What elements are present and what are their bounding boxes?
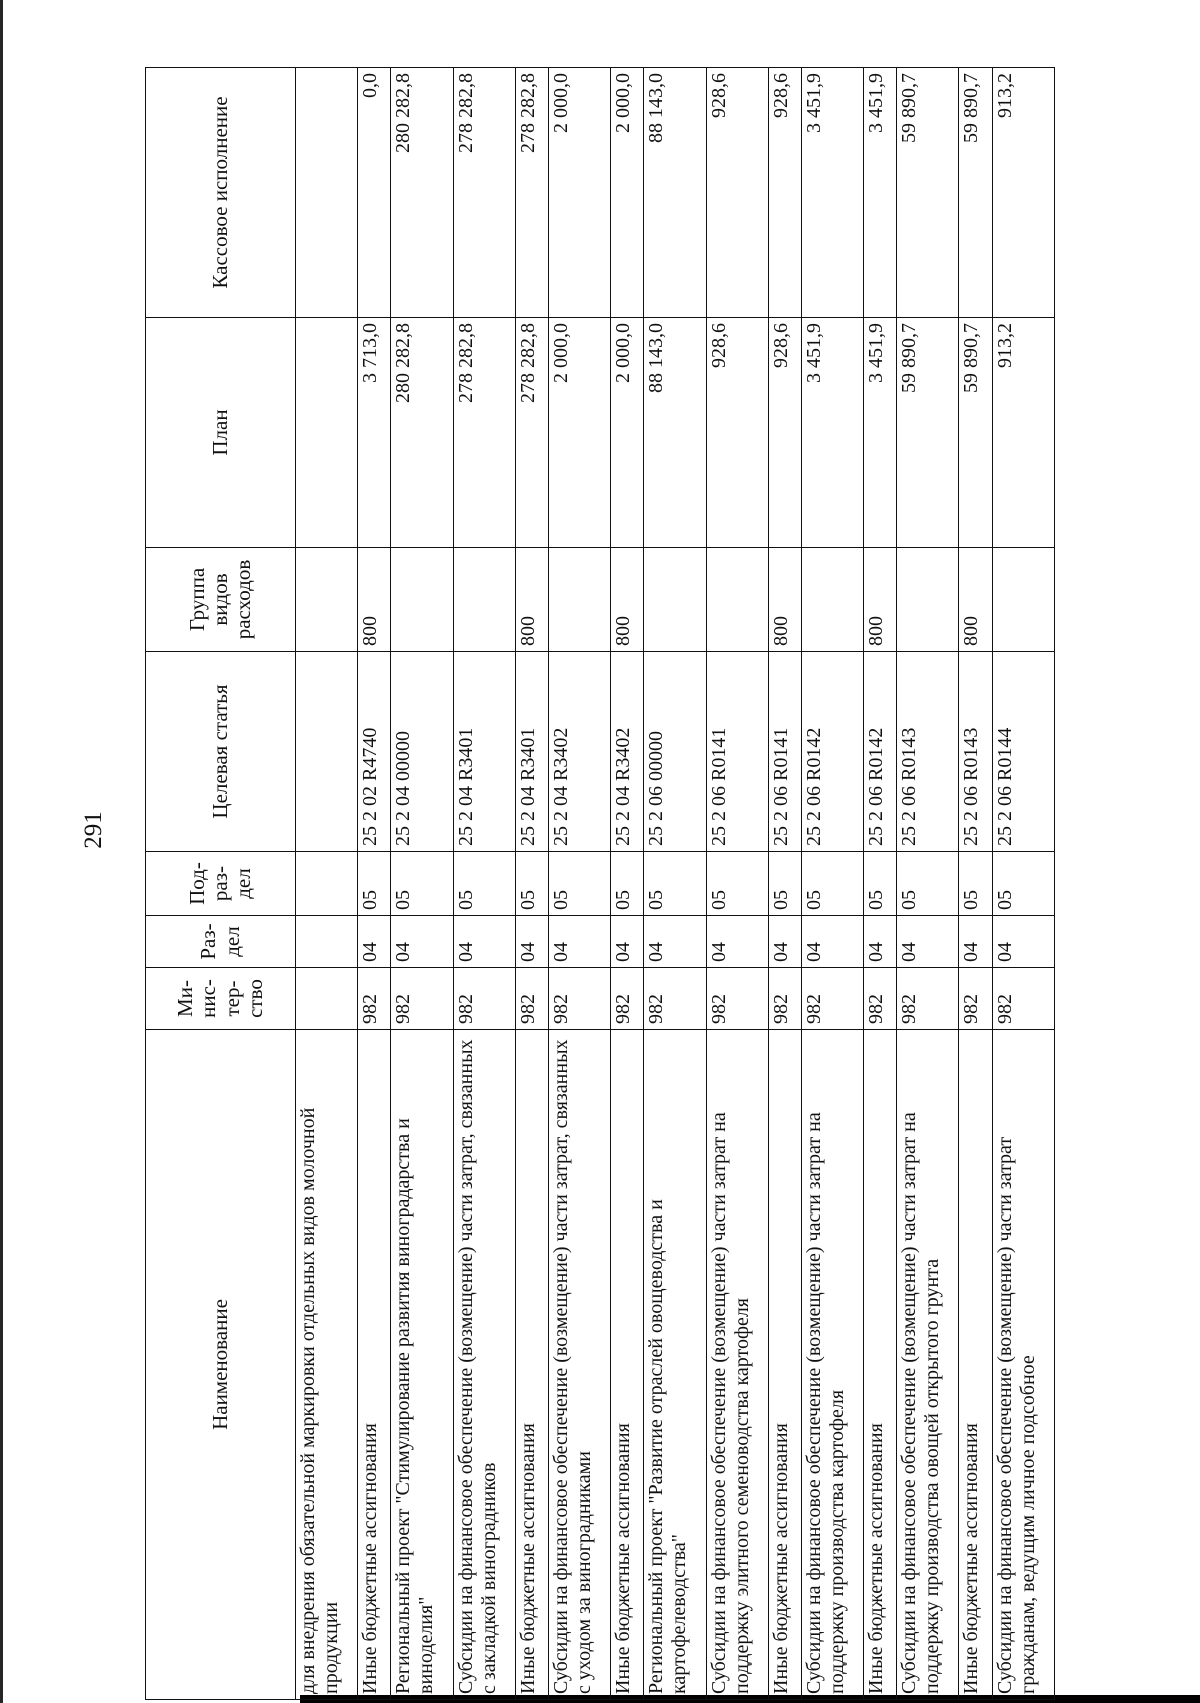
cell-group [897,548,959,652]
table-row [358,68,391,1700]
cell-subsection: 05 [992,852,1054,916]
cell-subsection: 05 [391,852,453,916]
cell-group [548,548,610,652]
cell-section: 04 [768,916,801,968]
cell-group [801,548,863,652]
cell-name: Субсидии на финансовое обеспечение (возмещение) части затрат на поддержку производства овощей открытого грунта [897,1030,959,1700]
cell-group: 800 [959,548,992,652]
table-header [146,68,296,1700]
cell-target: 25 2 04 R3402 [548,652,610,852]
table-row [644,68,706,1700]
cell-execution: 2 000,0 [611,68,644,318]
table-row [706,68,768,1700]
cell-execution: 928,6 [706,68,768,318]
table-row [768,68,801,1700]
cell-name: Иные бюджетные ассигнования [611,1030,644,1700]
table-body [296,68,1055,1700]
cell-ministry: 982 [644,968,706,1030]
cell-target: 25 2 04 R3401 [453,652,515,852]
cell-section: 04 [644,916,706,968]
cell-plan: 913,2 [992,318,1054,548]
cell-plan: 88 143,0 [644,318,706,548]
header-target: Целевая статья [146,652,296,852]
cell-subsection: 05 [801,852,863,916]
cell-section: 04 [992,916,1054,968]
cell-subsection: 05 [864,852,897,916]
cell-execution: 88 143,0 [644,68,706,318]
cell-section: 04 [706,916,768,968]
cell-execution: 928,6 [768,68,801,318]
cell-subsection: 05 [706,852,768,916]
cell-name: Субсидии на финансовое обеспечение (возмещение) части затрат на поддержку элитного семеноводства картофеля [706,1030,768,1700]
cell-ministry [296,968,358,1030]
cell-target: 25 2 06 R0141 [706,652,768,852]
cell-ministry: 982 [897,968,959,1030]
cell-section: 04 [548,916,610,968]
cell-group: 800 [768,548,801,652]
cell-plan: 59 890,7 [959,318,992,548]
cell-plan: 2 000,0 [548,318,610,548]
cell-name: Субсидии на финансовое обеспечение (возмещение) части затрат на поддержку производства картофеля [801,1030,863,1700]
cell-section: 04 [801,916,863,968]
cell-execution: 3 451,9 [864,68,897,318]
cell-group [706,548,768,652]
table-row [801,68,863,1700]
table-row [959,68,992,1700]
cell-name: Субсидии на финансовое обеспечение (возмещение) части затрат гражданам, ведущим личное подсобное [992,1030,1054,1700]
header-execution: Кассовое исполнение [146,68,296,318]
cell-group [644,548,706,652]
table-row [548,68,610,1700]
cell-subsection: 05 [768,852,801,916]
cell-target: 25 2 04 R3402 [611,652,644,852]
cell-group [296,548,358,652]
table-row [296,68,358,1700]
cell-plan [296,318,358,548]
cell-section: 04 [611,916,644,968]
cell-execution: 59 890,7 [959,68,992,318]
cell-section: 04 [391,916,453,968]
cell-group [453,548,515,652]
table-row [992,68,1054,1700]
cell-plan: 3 451,9 [864,318,897,548]
cell-execution: 280 282,8 [391,68,453,318]
cell-name: Иные бюджетные ассигнования [515,1030,548,1700]
cell-name: для внедрения обязательной маркировки отдельных видов молочной продукции [296,1030,358,1700]
cell-subsection [296,852,358,916]
cell-target: 25 2 06 R0144 [992,652,1054,852]
cell-section: 04 [358,916,391,968]
cell-group: 800 [611,548,644,652]
cell-plan: 3 713,0 [358,318,391,548]
cell-section [296,916,358,968]
cell-name: Региональный проект "Развитие отраслей овощеводства и картофелеводства" [644,1030,706,1700]
cell-ministry: 982 [959,968,992,1030]
table-row [391,68,453,1700]
cell-section: 04 [515,916,548,968]
cell-name: Иные бюджетные ассигнования [358,1030,391,1700]
cell-target: 25 2 06 00000 [644,652,706,852]
cell-subsection: 05 [959,852,992,916]
cell-group: 800 [864,548,897,652]
cell-execution [296,68,358,318]
cell-ministry: 982 [453,968,515,1030]
cell-ministry: 982 [548,968,610,1030]
header-subsection: Под-раз-дел [146,852,296,916]
cell-plan: 278 282,8 [453,318,515,548]
cell-group [992,548,1054,652]
cell-subsection: 05 [453,852,515,916]
cell-subsection: 05 [515,852,548,916]
cell-ministry: 982 [358,968,391,1030]
cell-execution: 0,0 [358,68,391,318]
cell-subsection: 05 [611,852,644,916]
table-row [864,68,897,1700]
table-row [515,68,548,1700]
cell-section: 04 [864,916,897,968]
cell-ministry: 982 [864,968,897,1030]
header-group: Группа видов расходов [146,548,296,652]
cell-group: 800 [358,548,391,652]
cell-subsection: 05 [897,852,959,916]
budget-table-wrapper [145,68,1055,1700]
cell-subsection: 05 [358,852,391,916]
cell-ministry: 982 [801,968,863,1030]
page-number: 291 [80,811,107,849]
cell-group: 800 [515,548,548,652]
header-name: Наименование [146,1030,296,1700]
cell-ministry: 982 [515,968,548,1030]
cell-target: 25 2 04 R3401 [515,652,548,852]
cell-name: Региональный проект "Стимулирование развития виноградарства и виноделия" [391,1030,453,1700]
cell-execution: 3 451,9 [801,68,863,318]
cell-ministry: 982 [391,968,453,1030]
cell-target: 25 2 06 R0143 [897,652,959,852]
cell-execution: 278 282,8 [453,68,515,318]
cell-target: 25 2 06 R0141 [768,652,801,852]
cell-plan: 278 282,8 [515,318,548,548]
cell-subsection: 05 [644,852,706,916]
cell-target: 25 2 02 R4740 [358,652,391,852]
cell-target: 25 2 06 R0142 [864,652,897,852]
cell-execution: 59 890,7 [897,68,959,318]
cell-group [391,548,453,652]
cell-name: Субсидии на финансовое обеспечение (возмещение) части затрат, связанных с закладкой виноградников [453,1030,515,1700]
cell-ministry: 982 [768,968,801,1030]
table-row [611,68,644,1700]
cell-name: Субсидии на финансовое обеспечение (возмещение) части затрат, связанных с уходом за виноградниками [548,1030,610,1700]
cell-plan: 3 451,9 [801,318,863,548]
cell-ministry: 982 [992,968,1054,1030]
cell-name: Иные бюджетные ассигнования [768,1030,801,1700]
cell-target: 25 2 06 R0143 [959,652,992,852]
cell-name: Иные бюджетные ассигнования [864,1030,897,1700]
cell-section: 04 [959,916,992,968]
header-plan: План [146,318,296,548]
cell-plan: 928,6 [706,318,768,548]
cell-section: 04 [897,916,959,968]
cell-execution: 2 000,0 [548,68,610,318]
cell-execution: 913,2 [992,68,1054,318]
cell-name: Иные бюджетные ассигнования [959,1030,992,1700]
cell-section: 04 [453,916,515,968]
cell-plan: 59 890,7 [897,318,959,548]
cell-target: 25 2 06 R0142 [801,652,863,852]
budget-table [145,67,1055,1700]
cell-ministry: 982 [706,968,768,1030]
cell-plan: 2 000,0 [611,318,644,548]
header-section: Раз-дел [146,916,296,968]
cell-execution: 278 282,8 [515,68,548,318]
cell-subsection: 05 [548,852,610,916]
cell-plan: 280 282,8 [391,318,453,548]
cell-ministry: 982 [611,968,644,1030]
cell-target [296,652,358,852]
table-row [897,68,959,1700]
table-row [453,68,515,1700]
scan-edge-left [0,0,10,1703]
cell-plan: 928,6 [768,318,801,548]
header-ministry: Ми-нис-тер-ство [146,968,296,1030]
cell-target: 25 2 04 00000 [391,652,453,852]
